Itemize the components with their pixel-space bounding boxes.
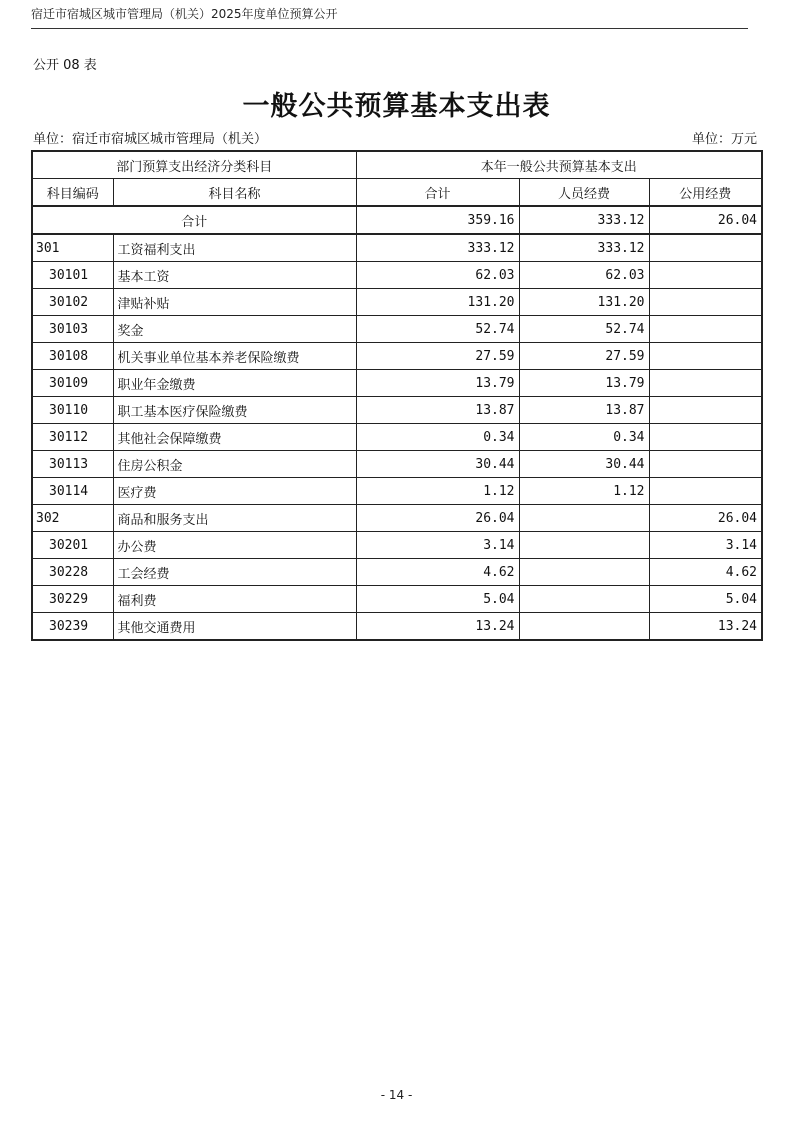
table-row [32,397,762,424]
row-code: 30114 [32,478,113,505]
row-total: 62.03 [356,262,519,289]
header-row-columns [32,179,762,207]
row-personnel: 27.59 [519,343,649,370]
column-header-name: 科目名称 [113,179,356,207]
row-name: 基本工资 [113,262,356,289]
table-row [32,451,762,478]
row-code: 30109 [32,370,113,397]
row-code: 302 [32,505,113,532]
row-public: 13.24 [649,613,762,641]
row-name: 工资福利支出 [113,234,356,262]
total-personnel: 333.12 [519,206,649,234]
row-total: 27.59 [356,343,519,370]
table-row [32,424,762,451]
row-code: 301 [32,234,113,262]
header-divider [31,28,748,29]
table-row [32,262,762,289]
row-personnel [519,559,649,586]
total-row [32,206,762,234]
row-personnel: 13.87 [519,397,649,424]
row-code: 30239 [32,613,113,641]
row-code: 30112 [32,424,113,451]
row-public [649,397,762,424]
row-public: 4.62 [649,559,762,586]
row-public [649,343,762,370]
row-public [649,478,762,505]
row-total: 333.12 [356,234,519,262]
row-name: 商品和服务支出 [113,505,356,532]
row-name: 其他交通费用 [113,613,356,641]
row-personnel: 62.03 [519,262,649,289]
unit-organization: 单位：宿迁市宿城区城市管理局（机关） [33,132,268,147]
row-personnel: 13.79 [519,370,649,397]
row-name: 职业年金缴费 [113,370,356,397]
table-number: 公开 08 表 [33,58,97,73]
row-personnel [519,532,649,559]
row-personnel: 1.12 [519,478,649,505]
row-public [649,424,762,451]
row-code: 30201 [32,532,113,559]
row-total: 0.34 [356,424,519,451]
row-code: 30228 [32,559,113,586]
row-total: 13.87 [356,397,519,424]
table-row [32,613,762,641]
row-total: 1.12 [356,478,519,505]
row-name: 其他社会保障缴费 [113,424,356,451]
row-name: 职工基本医疗保险缴费 [113,397,356,424]
row-name: 福利费 [113,586,356,613]
row-total: 13.79 [356,370,519,397]
row-total: 52.74 [356,316,519,343]
budget-table [31,150,763,641]
table-row [32,234,762,262]
column-header-public: 公用经费 [649,179,762,207]
row-personnel [519,613,649,641]
page-header: 宿迁市宿城区城市管理局（机关）2025年度单位预算公开 [31,7,338,21]
row-name: 奖金 [113,316,356,343]
column-group-basic-expenditure: 本年一般公共预算基本支出 [356,151,762,179]
row-name: 津贴补贴 [113,289,356,316]
row-code: 30229 [32,586,113,613]
row-personnel: 30.44 [519,451,649,478]
total-public: 26.04 [649,206,762,234]
row-name: 机关事业单位基本养老保险缴费 [113,343,356,370]
page-title: 一般公共预算基本支出表 [242,91,551,122]
row-total: 30.44 [356,451,519,478]
table-row [32,505,762,532]
row-code: 30108 [32,343,113,370]
row-name: 办公费 [113,532,356,559]
column-group-classification: 部门预算支出经济分类科目 [32,151,356,179]
header-row-group [32,151,762,179]
row-code: 30101 [32,262,113,289]
row-personnel: 0.34 [519,424,649,451]
row-total: 131.20 [356,289,519,316]
row-public [649,451,762,478]
table-row [32,316,762,343]
row-public: 26.04 [649,505,762,532]
row-name: 住房公积金 [113,451,356,478]
table-row [32,343,762,370]
page-number: - 14 - [380,1088,413,1102]
row-personnel: 131.20 [519,289,649,316]
row-personnel [519,505,649,532]
row-code: 30110 [32,397,113,424]
table-row [32,289,762,316]
row-public [649,370,762,397]
row-public [649,262,762,289]
row-personnel [519,586,649,613]
total-amount: 359.16 [356,206,519,234]
row-total: 4.62 [356,559,519,586]
row-personnel: 333.12 [519,234,649,262]
column-header-personnel: 人员经费 [519,179,649,207]
row-public: 5.04 [649,586,762,613]
row-total: 13.24 [356,613,519,641]
column-header-code: 科目编码 [32,179,113,207]
row-code: 30103 [32,316,113,343]
row-public [649,316,762,343]
row-total: 5.04 [356,586,519,613]
row-public [649,289,762,316]
row-public: 3.14 [649,532,762,559]
row-public [649,234,762,262]
table-row [32,532,762,559]
row-total: 3.14 [356,532,519,559]
row-total: 26.04 [356,505,519,532]
table-row [32,478,762,505]
row-name: 医疗费 [113,478,356,505]
row-personnel: 52.74 [519,316,649,343]
table-row [32,370,762,397]
column-header-total: 合计 [356,179,519,207]
row-code: 30113 [32,451,113,478]
row-code: 30102 [32,289,113,316]
unit-currency: 单位：万元 [691,132,757,147]
table-row [32,586,762,613]
total-label: 合计 [32,206,356,234]
table-row [32,559,762,586]
row-name: 工会经费 [113,559,356,586]
